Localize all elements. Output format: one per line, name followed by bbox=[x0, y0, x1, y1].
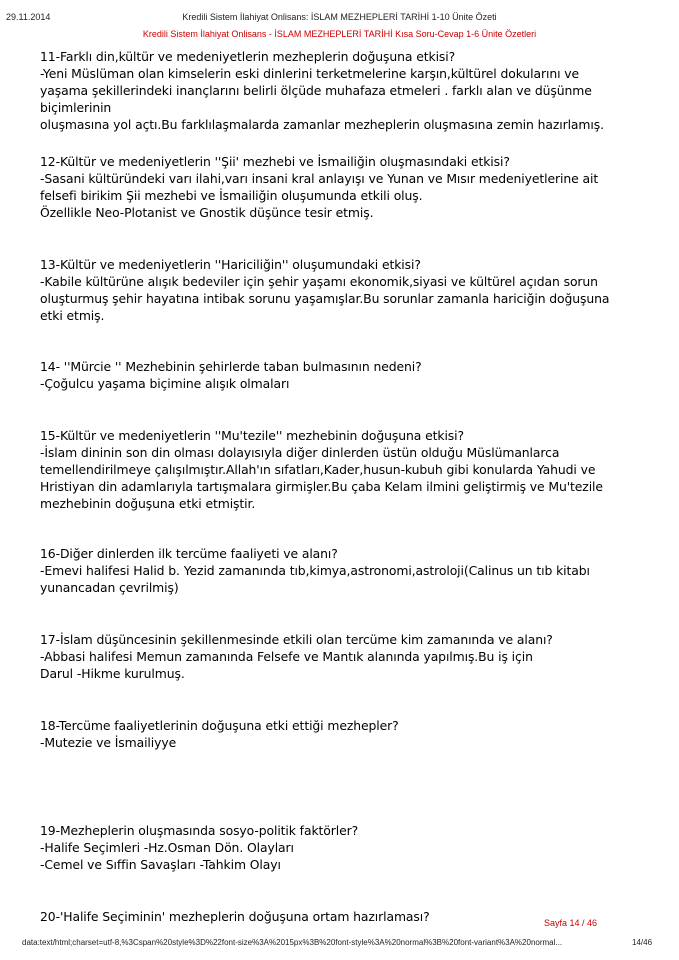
qa-item-16 bbox=[40, 545, 640, 596]
answer-line: -Sasani kültüründeki varı ilahi,varı insani kral anlayışı ve Yunan ve Mısır medeniyetlerine ait bbox=[40, 171, 599, 186]
answer-line: -Mutezie ve İsmailiyye bbox=[40, 735, 177, 750]
answer-line: oluşturmuş şehir hayatına intibak sorunu yaşamışlar.Bu sorunlar zamanla hariciğin doğuşuna bbox=[40, 291, 610, 306]
qa-item-15 bbox=[40, 427, 640, 512]
answer-line: -Yeni Müslüman olan kimselerin eski dinlerini terketmelerine karşın,kültürel dokularını ve bbox=[40, 66, 580, 81]
answer-line: Darul -Hikme kurulmuş. bbox=[40, 666, 185, 681]
header-subtitle: Kredili Sistem İlahiyat Onlisans - İSLAM MEZHEPLERİ TARİHİ Kısa Soru-Cevap 1-6 Ünite Özetleri bbox=[142, 29, 537, 39]
page-number: Sayfa 14 / 46 bbox=[544, 918, 598, 928]
answer-line: -Kabile kültürüne alışık bedeviler için şehir yaşamı ekonomik,siyasi ve kültürel açıdan sorun bbox=[40, 274, 598, 289]
question: 20-'Halife Seçiminin' mezheplerin doğuşuna ortam hazırlaması? bbox=[40, 909, 430, 924]
answer-line: Özellikle Neo-Plotanist ve Gnostik düşünce tesir etmiş. bbox=[40, 205, 374, 220]
answer-line: yunancadan çevrilmiş) bbox=[40, 580, 179, 595]
footer-url: data:text/html;charset=utf-8,%3Cspan%20style%3D%22font-size%3A%2015px%3B%20font-style%3A%20normal%3B%20font-variant%3A%20normal... bbox=[22, 938, 563, 947]
question: 13-Kültür ve medeniyetlerin ''Hariciliğin'' oluşumundaki etkisi? bbox=[40, 257, 421, 272]
answer-line: oluşmasına yol açtı.Bu farklılaşmalarda zamanlar mezheplerin oluşmasına zemin hazırlamış. bbox=[40, 117, 604, 132]
qa-item-12 bbox=[40, 153, 640, 221]
answer-line: mezhebinin doğuşuna etki etmiştir. bbox=[40, 496, 256, 511]
question: 16-Diğer dinlerden ilk tercüme faaliyeti ve alanı? bbox=[40, 546, 338, 561]
answer-line: -Emevi halifesi Halid b. Yezid zamanında tıb,kimya,astronomi,astroloji(Calinus un tıb kitabı bbox=[40, 563, 590, 578]
answer-line: etki etmiş. bbox=[40, 308, 105, 323]
answer-line: -Cemel ve Sıffin Savaşları -Tahkim Olayı bbox=[40, 857, 281, 872]
qa-item-18 bbox=[40, 717, 640, 751]
answer-line: -Çoğulcu yaşama biçimine alışık olmaları bbox=[40, 376, 290, 391]
answer-line: -İslam dininin son din olması dolayısıyla diğer dinlerden üstün olduğu Müslümanlarca bbox=[40, 445, 560, 460]
footer-page-count: 14/46 bbox=[632, 938, 653, 947]
answer-line: felsefi birikim Şii mezhebi ve İsmailiğin oluşumunda etkili oluş. bbox=[40, 188, 423, 203]
answer-line: Hristiyan din adamlarıyla tartışmalara girmişler.Bu çaba Kelam ilmini geliştirmiş ve Mu'tezile bbox=[40, 479, 603, 494]
question: 12-Kültür ve medeniyetlerin ''Şii' mezhebi ve İsmailiğin oluşmasındaki etkisi? bbox=[40, 154, 510, 169]
question: 15-Kültür ve medeniyetlerin ''Mu'tezile'' mezhebinin doğuşuna etkisi? bbox=[40, 428, 464, 443]
question: 11-Farklı din,kültür ve medeniyetlerin mezheplerin doğuşuna etkisi? bbox=[40, 49, 456, 64]
qa-item-13 bbox=[40, 256, 640, 324]
answer-line: yaşama şekillerindeki inançlarını belirli ölçüde muhafaza etmeleri . farklı alan ve düşünme biçimlerinin bbox=[40, 83, 592, 115]
header-title: Kredili Sistem İlahiyat Onlisans: İSLAM MEZHEPLERİ TARİHİ 1-10 Ünite Özeti bbox=[182, 12, 497, 22]
answer-line: temellendirilmeye çalışılmıştır.Allah'ın sıfatları,Kader,husun-kubuh gibi konularda Yahudi ve bbox=[40, 462, 596, 477]
header-date: 29.11.2014 bbox=[6, 12, 51, 22]
question: 19-Mezheplerin oluşmasında sosyo-politik faktörler? bbox=[40, 823, 359, 838]
question: 17-İslam düşüncesinin şekillenmesinde etkili olan tercüme kim zamanında ve alanı? bbox=[40, 632, 553, 647]
question: 14- ''Mürcie '' Mezhebinin şehirlerde taban bulmasının nedeni? bbox=[40, 359, 422, 374]
qa-item-14 bbox=[40, 358, 640, 392]
question: 18-Tercüme faaliyetlerinin doğuşuna etki ettiği mezhepler? bbox=[40, 718, 399, 733]
qa-item-19 bbox=[40, 822, 640, 873]
answer-line: -Abbasi halifesi Memun zamanında Felsefe ve Mantık alanında yapılmış.Bu iş için bbox=[40, 649, 533, 664]
answer-line: -Halife Seçimleri -Hz.Osman Dön. Olayları bbox=[40, 840, 294, 855]
qa-item-11 bbox=[40, 48, 640, 133]
qa-item-17 bbox=[40, 631, 640, 682]
